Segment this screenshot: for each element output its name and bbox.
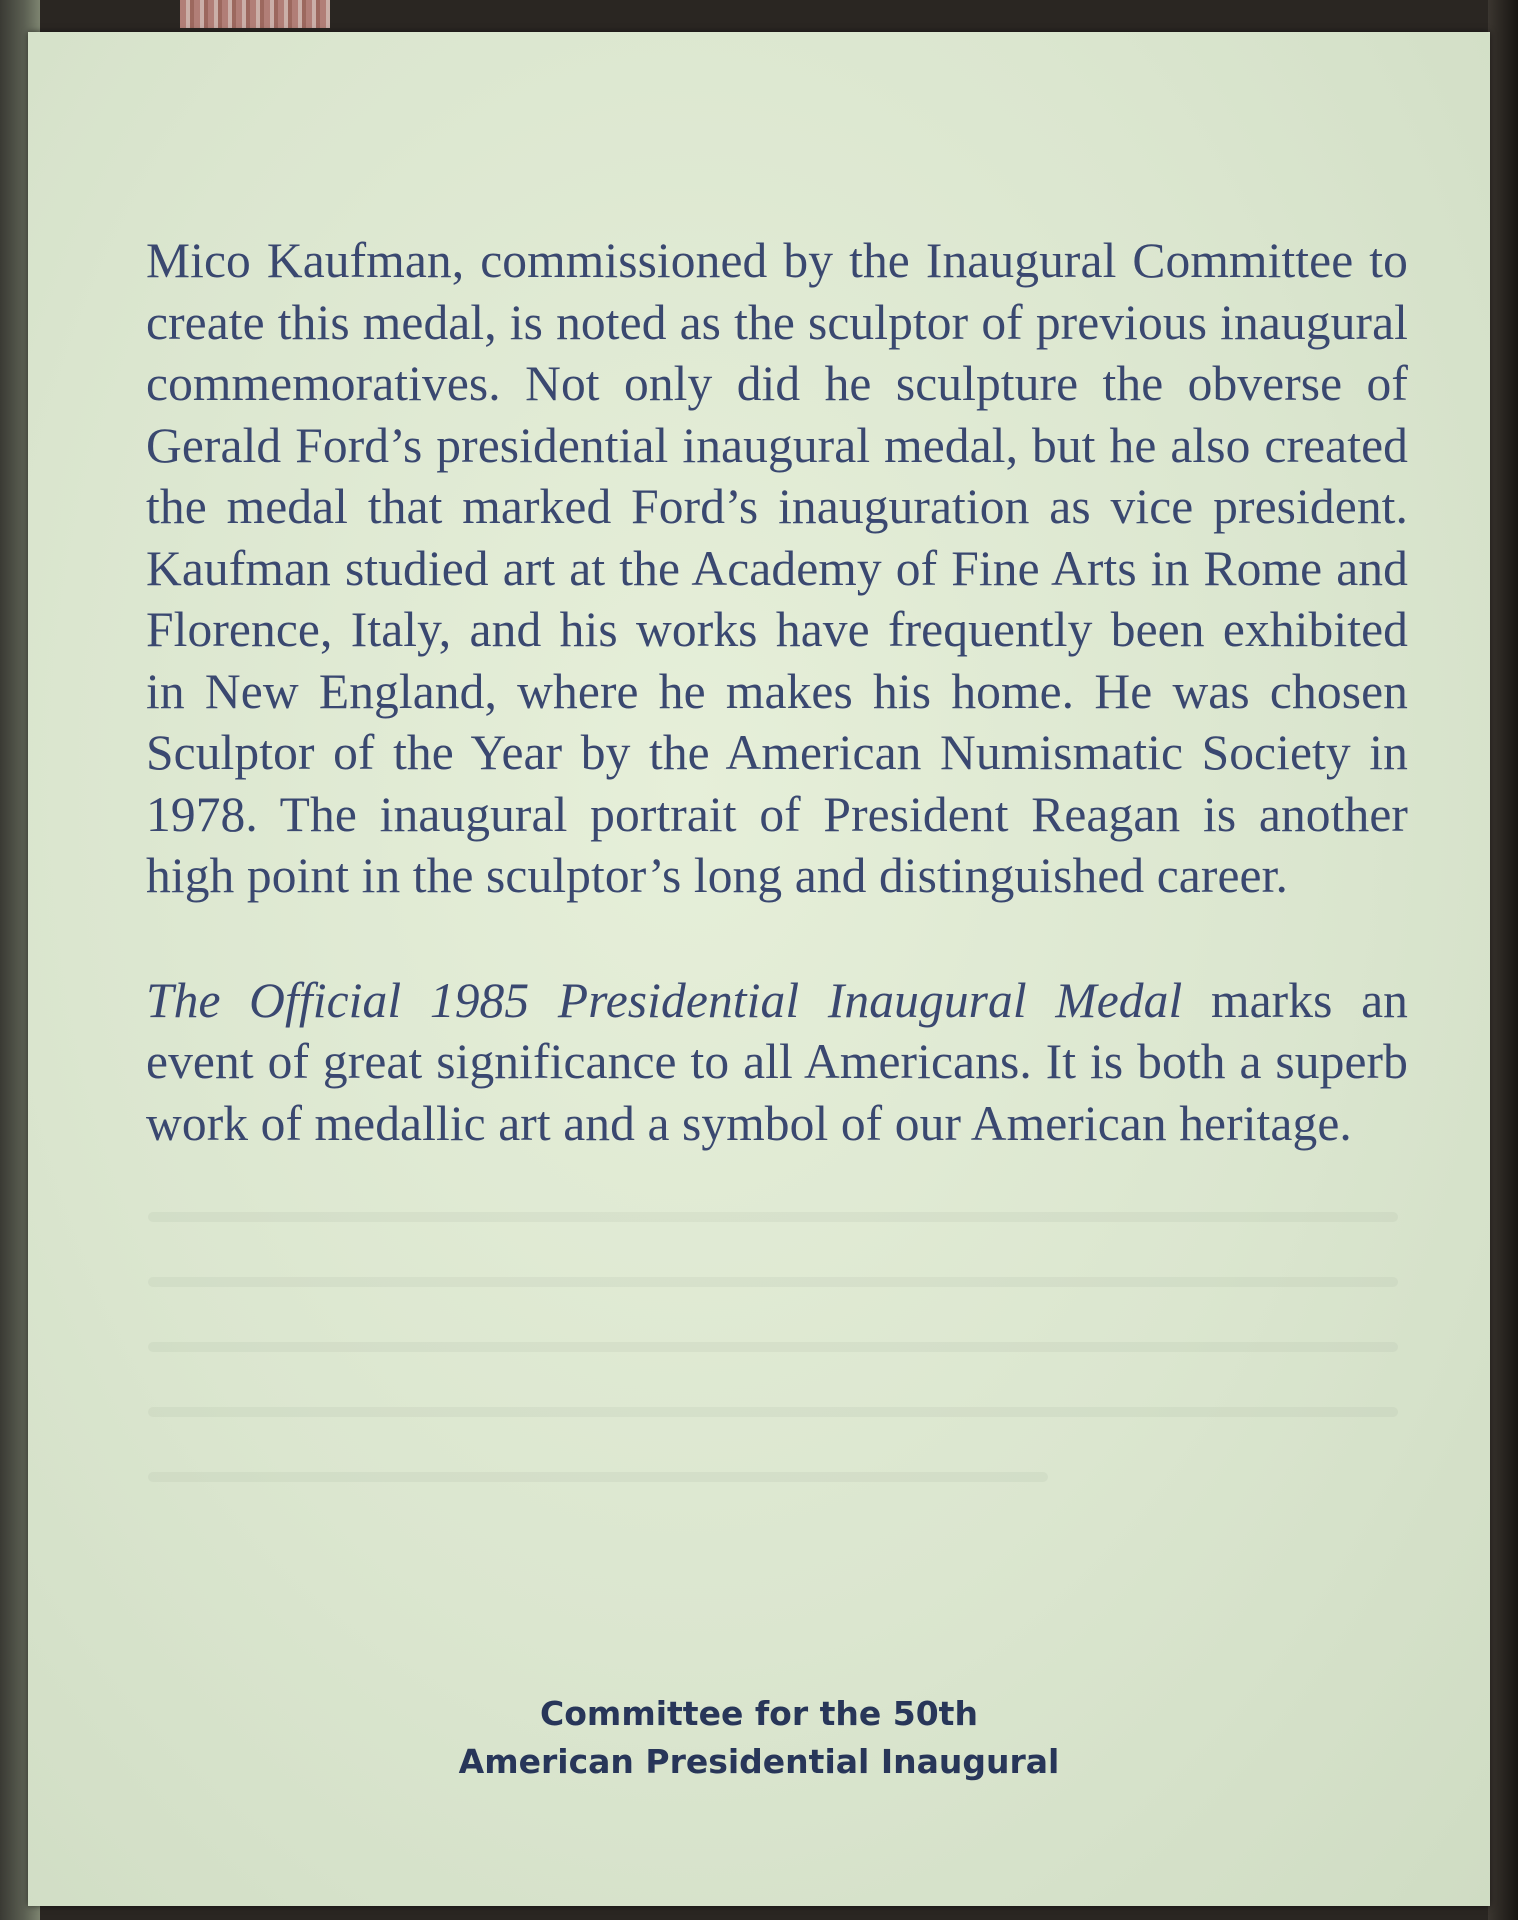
show-through-line	[148, 1472, 1048, 1482]
photo-backdrop-right	[1488, 0, 1518, 1920]
medal-title: The Official 1985 Presidential Inaugural Medal	[146, 972, 1183, 1028]
committee-line-1: Committee for the 50th	[540, 1694, 978, 1733]
show-through-line	[148, 1212, 1398, 1222]
show-through-line	[148, 1407, 1398, 1417]
medal-significance-text: marks an event of great significance to all Americans. It is both a superb work of medallic art and a symbol of our American heritage.	[146, 972, 1408, 1151]
paragraph-kaufman-bio: Mico Kaufman, commissioned by the Inaugural Committee to create this medal, is noted as the sculptor of previous inaugural commemoratives. Not only did he sculpture the obverse of Gerald Ford’s presidential inaugural medal, but he also created the medal that marked Ford’s inauguration as vice president. Kaufman studied art at the Academy of Fine Arts in Rome and Florence, Italy, and his works have frequently been exhibited in New England, where he makes his home. He was chosen Sculptor of the Year by the American Numismatic Society in 1978. The inaugural portrait of President Reagan is another high point in the sculptor’s long and distinguished career.	[146, 233, 1408, 903]
show-through-line	[148, 1277, 1398, 1287]
show-through-line	[148, 1342, 1398, 1352]
printed-card	[28, 32, 1490, 1906]
committee-signature	[28, 1690, 1490, 1786]
photo-backdrop-ribbon	[180, 0, 330, 28]
paragraph-spacer	[146, 907, 1408, 970]
paragraph-medal-significance	[146, 970, 1408, 1155]
committee-line-2: American Presidential Inaugural	[458, 1742, 1060, 1781]
body-text	[146, 230, 1408, 1154]
